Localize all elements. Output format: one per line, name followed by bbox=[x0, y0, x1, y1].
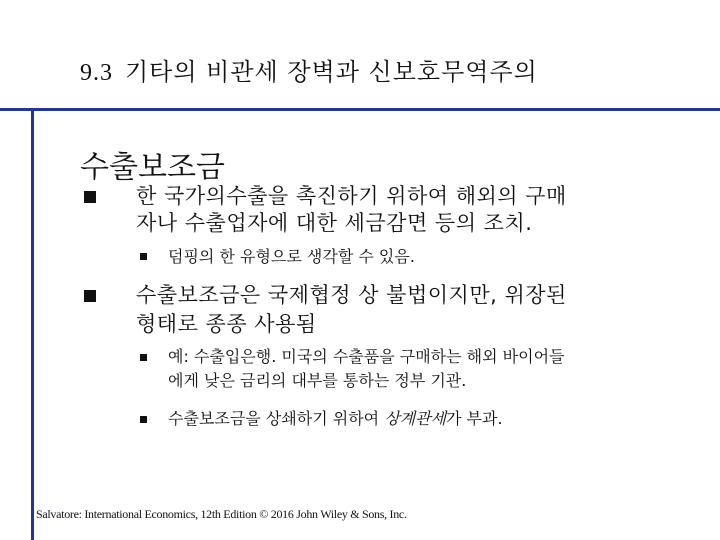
bullet-1-line-2: 자나 수출업자에 대한 세금감면 등의 조치. bbox=[136, 211, 533, 235]
bullet-2-sub-2: 수출보조금을 상쇄하기 위하여 상계관세가 부과. bbox=[168, 409, 503, 428]
slide-heading: 수출보조금 bbox=[80, 150, 225, 185]
bullet-1-sub-1: 덤핑의 한 유형으로 생각할 수 있음. bbox=[168, 247, 415, 266]
section-number: 9.3 bbox=[80, 60, 113, 86]
sub-bullet-icon bbox=[140, 253, 147, 260]
section-title: 기타의 비관세 장벽과 신보호무역주의 bbox=[125, 58, 538, 86]
header-rule bbox=[0, 108, 720, 111]
bullet-1-line-1: 한 국가의수출을 촉진하기 위하여 해외의 구매 bbox=[136, 184, 567, 208]
slide-title bbox=[80, 52, 538, 87]
bullet-2-sub-1-line-2: 에게 낮은 금리의 대부를 통하는 정부 기관. bbox=[168, 371, 467, 390]
bullet-square-icon bbox=[84, 191, 96, 203]
bullet-2-line-1: 수출보조금은 국제협정 상 불법이지만, 위장된 bbox=[136, 283, 567, 307]
bullet-2-sub-1-line-1: 예: 수출입은행. 미국의 수출품을 구매하는 해외 바이어들 bbox=[168, 347, 565, 366]
left-rule bbox=[31, 111, 34, 540]
countervailing-duty-term: 상계관세 bbox=[384, 409, 447, 428]
bullet-2-line-2: 형태로 종종 사용됨 bbox=[136, 312, 317, 336]
footer-citation: Salvatore: International Economics, 12th Edition © 2016 John Wiley & Sons, Inc. bbox=[36, 507, 407, 521]
sub-bullet-icon bbox=[140, 354, 147, 361]
bullet-square-icon bbox=[84, 290, 96, 302]
sub-bullet-icon bbox=[140, 416, 147, 423]
